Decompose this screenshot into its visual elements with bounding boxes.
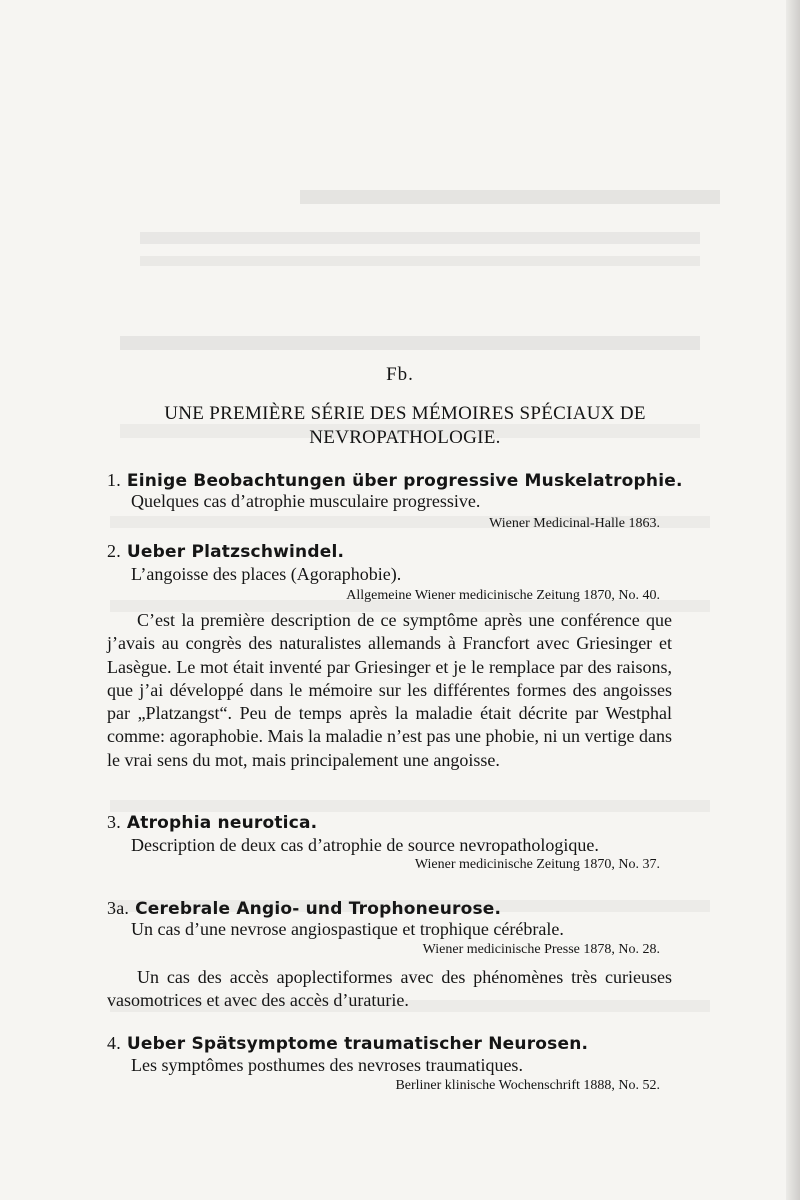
entry-3-title — [107, 812, 317, 833]
entry-2-citation: Allgemeine Wiener medicinische Zeitung 1870, No. 40. — [346, 588, 660, 603]
section-title-line-1: UNE PREMIÈRE SÉRIE DES MÉMOIRES SPÉCIAUX DE — [164, 403, 646, 424]
entry-title-text: Ueber Platzschwindel. — [126, 542, 345, 562]
entry-number: 3a. — [107, 898, 130, 918]
section-mark: Fb. — [386, 364, 414, 385]
entry-title-text: Einige Beobachtungen über progressive Muskelatrophie. — [126, 471, 683, 491]
entry-3a-paragraph: Un cas des accès apoplectiformes avec des phénomènes très curieuses vasomotrices et avec des accès d’uraturie. — [107, 967, 672, 1011]
entry-number: 4. — [107, 1033, 121, 1053]
entry-number: 3. — [107, 812, 121, 832]
entry-number: 1. — [107, 470, 121, 490]
entry-1-title — [107, 470, 683, 491]
entry-4-subtitle: Les symptômes posthumes des nevroses traumatiques. — [131, 1055, 523, 1075]
entry-4-citation: Berliner klinische Wochenschrift 1888, No. 52. — [395, 1078, 660, 1093]
section-title-line-2: NEVROPATHOLOGIE. — [309, 427, 501, 448]
entry-2-title — [107, 541, 344, 562]
entry-3a-title — [107, 898, 501, 919]
entry-title-text: Cerebrale Angio- und Trophoneurose. — [135, 899, 502, 919]
entry-2-paragraph: C’est la première description de ce symptôme après une conférence que j’avais au congrès des naturalistes allemands à Francfort avec Griesinger et Lasègue. Le mot était inventé par Griesinger et je le remplace par des raisons, que j’ai développé dans le mémoire sur les différentes formes des angoisses par „Platzangst“. Peu de temps après la maladie était décrite par Westphal comme: agoraphobie. Mais la maladie n’est pas une phobie, ni un vertige dans le vrai sens du mot, mais principalement une angoisse. — [107, 610, 672, 770]
entry-4-title — [107, 1033, 588, 1054]
entry-title-text: Ueber Spätsymptome traumatischer Neurosen. — [126, 1034, 589, 1054]
entry-title-text: Atrophia neurotica. — [126, 813, 318, 833]
entry-3a-citation: Wiener medicinische Presse 1878, No. 28. — [422, 942, 660, 957]
entry-1-subtitle: Quelques cas d’atrophie musculaire progressive. — [131, 491, 481, 511]
entry-3-subtitle: Description de deux cas d’atrophie de source nevropathologique. — [131, 835, 599, 855]
entry-1-citation: Wiener Medicinal-Halle 1863. — [489, 516, 660, 531]
entry-3a-subtitle: Un cas d’une nevrose angiospastique et trophique cérébrale. — [131, 919, 564, 939]
entry-2-subtitle: L’angoisse des places (Agoraphobie). — [131, 564, 402, 584]
entry-3-citation: Wiener medicinische Zeitung 1870, No. 37. — [414, 857, 660, 872]
section-title — [100, 402, 710, 450]
entry-number: 2. — [107, 541, 121, 561]
